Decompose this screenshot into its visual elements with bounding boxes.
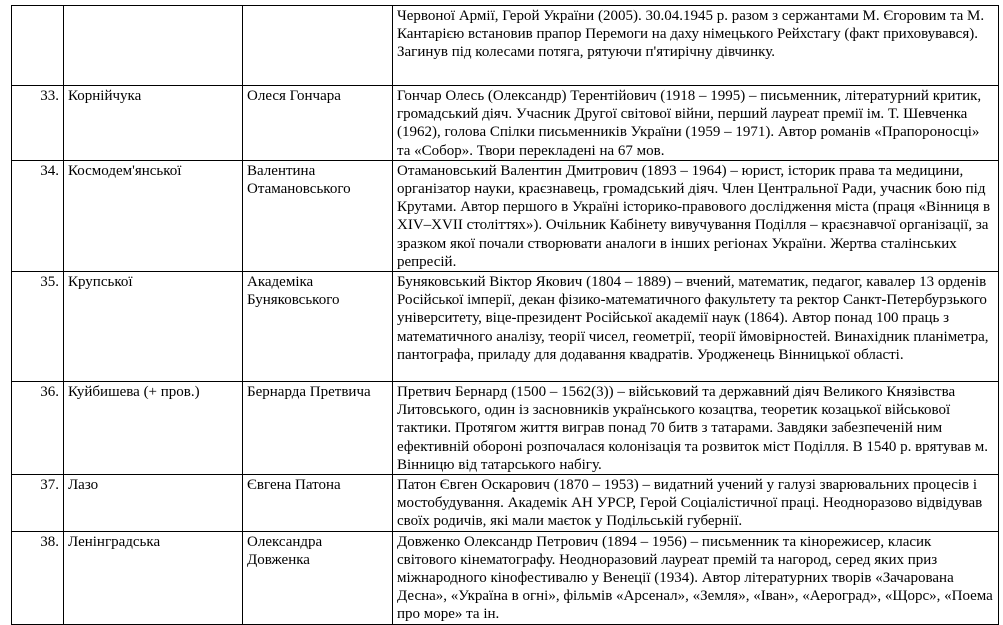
new-street-name: Олеся Гончара bbox=[243, 86, 393, 161]
person-description: Буняковський Віктор Якович (1804 – 1889) – вчений, математик, педагог, кавалер 13 орденів Російської імперії, декан фізико-математичного факультету та ректор Санкт-Петербурзького університету, віце-президент Російської академії наук (1864). Автор понад 100 праць з математичного аналізу, теорії чисел, геометрії, теорії ймовірностей. Винахідник планіметра, пантографа, приладу для додавання квадратів. Уродженець Вінницької області. bbox=[393, 272, 999, 382]
table-row bbox=[12, 86, 999, 161]
old-street-name: Корнійчука bbox=[64, 86, 243, 161]
row-number: 37. bbox=[12, 475, 64, 532]
person-description: Претвич Бернард (1500 – 1562(3)) – військовий та державний діяч Великого Князівства Литовського, один із засновників українського козацтва, теоретик козацької військової тактики. Протягом життя виграв понад 70 битв з татарами. Завдяки забезпеченій ним ефективній обороні розпочалася колонізація та розвиток міст Поділля. В 1540 р. врятував м. Вінницю від татарського набігу. bbox=[393, 382, 999, 475]
table-row bbox=[12, 160, 999, 271]
new-street-name: Євгена Патона bbox=[243, 475, 393, 532]
new-street-name: Бернарда Претвича bbox=[243, 382, 393, 475]
new-street-name: Валентина Отамановського bbox=[243, 160, 393, 271]
row-number: 38. bbox=[12, 531, 64, 624]
old-street-name: Космодем'янської bbox=[64, 160, 243, 271]
person-description: Довженко Олександр Петрович (1894 – 1956) – письменник та кінорежисер, класик світового кінематографу. Неодноразовий лауреат премій та нагород, серед яких приз міжнародного кінофестивалю у Венеції (1934). Автор літературних творів «Зачарована Десна», «Україна в огні», фільмів «Арсенал», «Земля», «Іван», «Аероград», «Щорс», «Поема про море» та ін. bbox=[393, 531, 999, 624]
person-description: Гончар Олесь (Олександр) Терентійович (1918 – 1995) – письменник, літературний критик, громадський діяч. Учасник Другої світової війни, перший лауреат премії ім. Т. Шевченка (1962), голова Спілки письменників України (1959 – 1971). Автор романів «Прапороносці» та «Собор». Твори перекладені на 67 мов. bbox=[393, 86, 999, 161]
old-street-name: Ленінградська bbox=[64, 531, 243, 624]
table-row bbox=[12, 531, 999, 624]
old-street-name: Куйбишева (+ пров.) bbox=[64, 382, 243, 475]
old-street-name bbox=[64, 6, 243, 86]
new-street-name: Олександра Довженка bbox=[243, 531, 393, 624]
new-street-name bbox=[243, 6, 393, 86]
table-row bbox=[12, 382, 999, 475]
table-row bbox=[12, 6, 999, 86]
person-description: Отамановський Валентин Дмитрович (1893 – 1964) – юрист, історик права та медицини, організатор науки, краєзнавець, громадський діяч. Член Центральної Ради, учасник бою під Крутами. Автор першого в Україні історико-правового дослідження міста (праця «Вінниця в XIV–XVII століттях»). Очільник Кабінету вивучування Поділля – краєзнавчої організації, за зразком якої почали створювати аналоги в інших регіонах України. Жертва сталінських репресій. bbox=[393, 160, 999, 271]
table-body bbox=[12, 6, 999, 625]
person-description: Червоної Армії, Герой України (2005). 30.04.1945 р. разом з сержантами М. Єгоровим та М. Кантарією встановив прапор Перемоги на даху німецького Рейхстагу (факт приховувався). Загинув під колесами потяга, рятуючи п'ятирічну дівчинку. bbox=[393, 6, 999, 86]
old-street-name: Крупської bbox=[64, 272, 243, 382]
row-number: 35. bbox=[12, 272, 64, 382]
row-number bbox=[12, 6, 64, 86]
street-renaming-table bbox=[11, 5, 999, 625]
old-street-name: Лазо bbox=[64, 475, 243, 532]
person-description: Патон Євген Оскарович (1870 – 1953) – видатний учений у галузі зварювальних процесів і мостобудування. Академік АН УРСР, Герой Соціалістичної праці. Неодноразово відвідував своїх родичів, які мали маєток у Подільській губернії. bbox=[393, 475, 999, 532]
table-row bbox=[12, 475, 999, 532]
row-number: 36. bbox=[12, 382, 64, 475]
row-number: 33. bbox=[12, 86, 64, 161]
new-street-name: Академіка Буняковського bbox=[243, 272, 393, 382]
table-row bbox=[12, 272, 999, 382]
row-number: 34. bbox=[12, 160, 64, 271]
